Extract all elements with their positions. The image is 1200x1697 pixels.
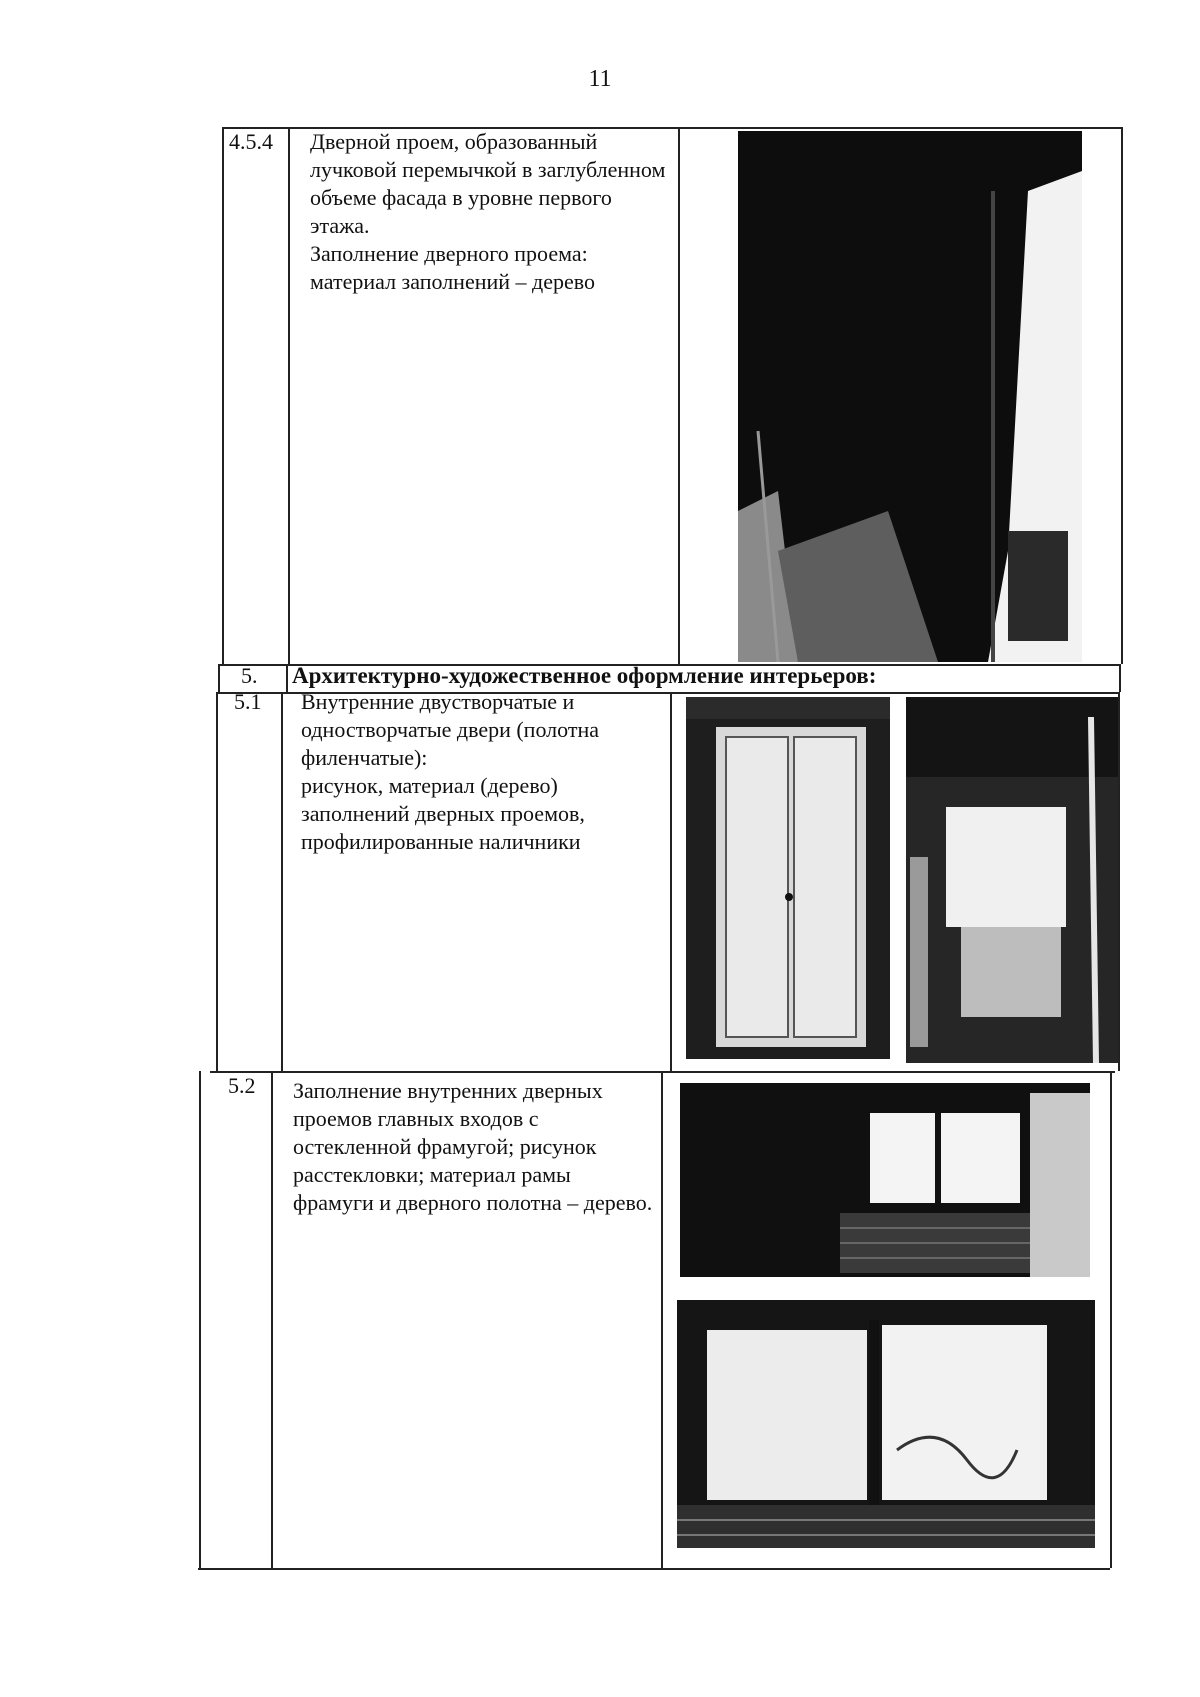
photo-column-divider xyxy=(678,127,680,664)
table-border-right xyxy=(1121,127,1123,664)
number-column-divider xyxy=(286,664,288,692)
photo-column-divider xyxy=(670,692,672,1071)
row-number: 5.2 xyxy=(228,1073,256,1098)
photo-column-divider xyxy=(661,1071,663,1568)
number-column-divider xyxy=(288,127,290,664)
table-row-divider xyxy=(210,1071,1115,1073)
row-number: 4.5.4 xyxy=(229,129,273,154)
section-number: 5. xyxy=(241,663,258,688)
table-border-bottom xyxy=(198,1568,1110,1570)
page-number: 11 xyxy=(588,66,612,92)
photo-hallway-door xyxy=(906,697,1118,1063)
row-number: 5.1 xyxy=(234,689,262,714)
number-column-divider xyxy=(271,1071,273,1568)
number-column-divider xyxy=(281,692,283,1071)
photo-double-door xyxy=(686,697,890,1059)
table-border-left xyxy=(216,692,218,1071)
row-description: Дверной проем, образованный лучковой перемычкой в заглубленном объеме фасада в уровне первого этажа. Заполнение дверного проема: материал заполнений – дерево xyxy=(310,129,666,294)
table-border-right xyxy=(1118,692,1120,1071)
table-border-right xyxy=(1110,1071,1112,1568)
row-description: Внутренние двустворчатые и одностворчатые двери (полотна филенчатые): рисунок, материал (дерево) заполнений дверных проемов, профилированные наличники xyxy=(301,689,600,854)
photo-glazed-transom xyxy=(677,1300,1095,1548)
table-border-left xyxy=(218,664,220,692)
table-border-right xyxy=(1119,664,1121,692)
photo-transom-window xyxy=(680,1083,1090,1277)
row-description: Заполнение внутренних дверных проемов главных входов с остекленной фрамугой; рисунок расстекловки; материал рамы фрамуги и дверного полотна – дерево. xyxy=(293,1078,653,1215)
section-title: Архитектурно-художественное оформление интерьеров: xyxy=(292,663,877,688)
photo-doorway-arch xyxy=(738,131,1082,662)
table-border-left xyxy=(199,1071,201,1568)
table-border-left xyxy=(222,127,224,664)
